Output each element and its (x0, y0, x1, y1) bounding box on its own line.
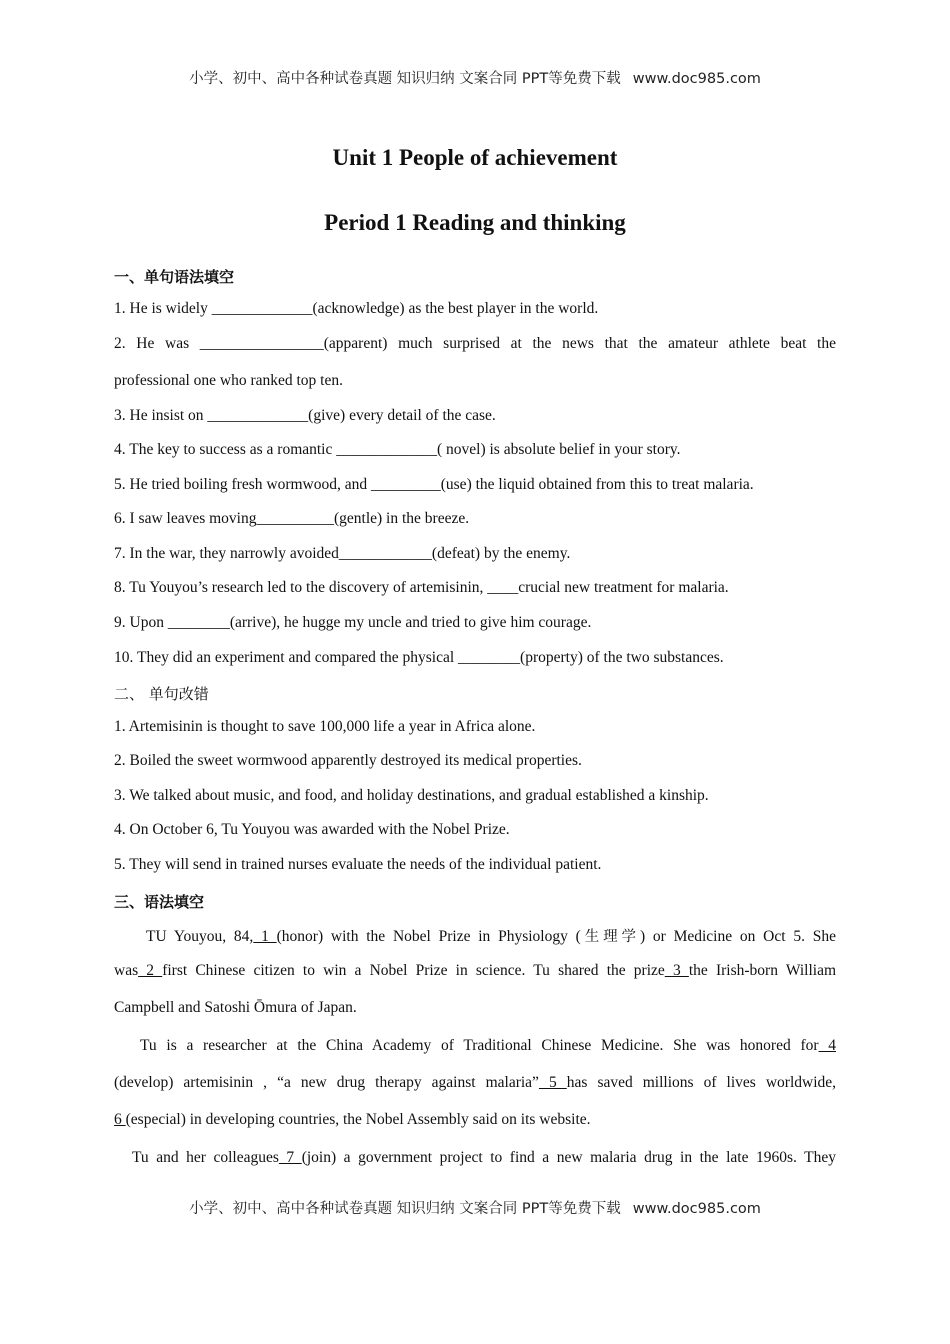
passage-line: was 2 first Chinese citizen to win a Nobel Prize in science. Tu shared the prize 3 the Irish-born William (114, 962, 837, 979)
blank-7[interactable]: 7 (278, 1149, 302, 1166)
correction-item: 3. We talked about music, and food, and holiday destinations, and gradual established a kinship. (114, 787, 709, 804)
exercise-item: 6. I saw leaves moving__________(gentle) in the breeze. (114, 510, 470, 527)
passage-line: Campbell and Satoshi Ōmura of Japan. (114, 999, 357, 1016)
exercise-item: 4. The key to success as a romantic _____________( novel) is absolute belief in your story. (114, 441, 681, 458)
exercise-item: 2. He was ________________(apparent) much surprised at the news that the amateur athlete beat the (114, 335, 836, 352)
blank-1[interactable]: 1 (253, 928, 277, 945)
exercise-item: 1. He is widely _____________(acknowledge) as the best player in the world. (114, 300, 599, 317)
exercise-item: 10. They did an experiment and compared the physical ________(property) of the two substances. (114, 649, 724, 666)
correction-item: 1. Artemisinin is thought to save 100,000 life a year in Africa alone. (114, 718, 536, 735)
exercise-item-continuation: professional one who ranked top ten. (114, 372, 343, 389)
correction-item: 2. Boiled the sweet wormwood apparently destroyed its medical properties. (114, 752, 582, 769)
page-header (0, 67, 950, 88)
exercise-item: 5. He tried boiling fresh wormwood, and _________(use) the liquid obtained from this to treat malaria. (114, 476, 754, 493)
blank-6[interactable]: 6 (114, 1111, 126, 1128)
section1-heading: 一、单句语法填空 (114, 268, 235, 286)
passage-line: Tu and her colleagues 7 (join) a government project to find a new malaria drug in the late 1960s. They (132, 1149, 836, 1166)
passage-line: TU Youyou, 84, 1 (honor) with the Nobel Prize in Physiology (生理学) or Medicine on Oct 5. She (146, 928, 836, 945)
correction-item: 5. They will send in trained nurses evaluate the needs of the individual patient. (114, 856, 602, 873)
header-url[interactable]: www.doc985.com (632, 71, 761, 87)
section3-heading: 三、语法填空 (114, 893, 205, 911)
correction-item: 4. On October 6, Tu Youyou was awarded with the Nobel Prize. (114, 821, 510, 838)
exercise-item: 7. In the war, they narrowly avoided____________(defeat) by the enemy. (114, 545, 571, 562)
header-text: 小学、初中、高中各种试卷真题 知识归纳 文案合同 PPT等免费下载 (189, 71, 621, 87)
passage-line: 6 (especial) in developing countries, the Nobel Assembly said on its website. (114, 1111, 591, 1128)
page-footer (0, 1197, 950, 1218)
passage-line: (develop) artemisinin , “a new drug therapy against malaria” 5 has saved millions of lives worldwide, (114, 1074, 836, 1091)
blank-3[interactable]: 3 (664, 962, 689, 979)
exercise-item: 9. Upon ________(arrive), he hugge my uncle and tried to give him courage. (114, 614, 592, 631)
section2-heading: 二、 单句改错 (114, 685, 209, 703)
passage-line: Tu is a researcher at the China Academy of Traditional Chinese Medicine. She was honored for 4 (140, 1037, 836, 1054)
footer-url[interactable]: www.doc985.com (632, 1201, 761, 1217)
page-title: Unit 1 People of achievement (332, 145, 618, 170)
blank-4[interactable]: 4 (818, 1037, 836, 1054)
page-subtitle: Period 1 Reading and thinking (324, 210, 626, 235)
footer-text: 小学、初中、高中各种试卷真题 知识归纳 文案合同 PPT等免费下载 (189, 1201, 621, 1217)
blank-5[interactable]: 5 (538, 1074, 567, 1091)
blank-2[interactable]: 2 (138, 962, 163, 979)
exercise-item: 3. He insist on _____________(give) every detail of the case. (114, 407, 496, 424)
exercise-item: 8. Tu Youyou’s research led to the discovery of artemisinin, ____crucial new treatment for malaria. (114, 579, 729, 596)
